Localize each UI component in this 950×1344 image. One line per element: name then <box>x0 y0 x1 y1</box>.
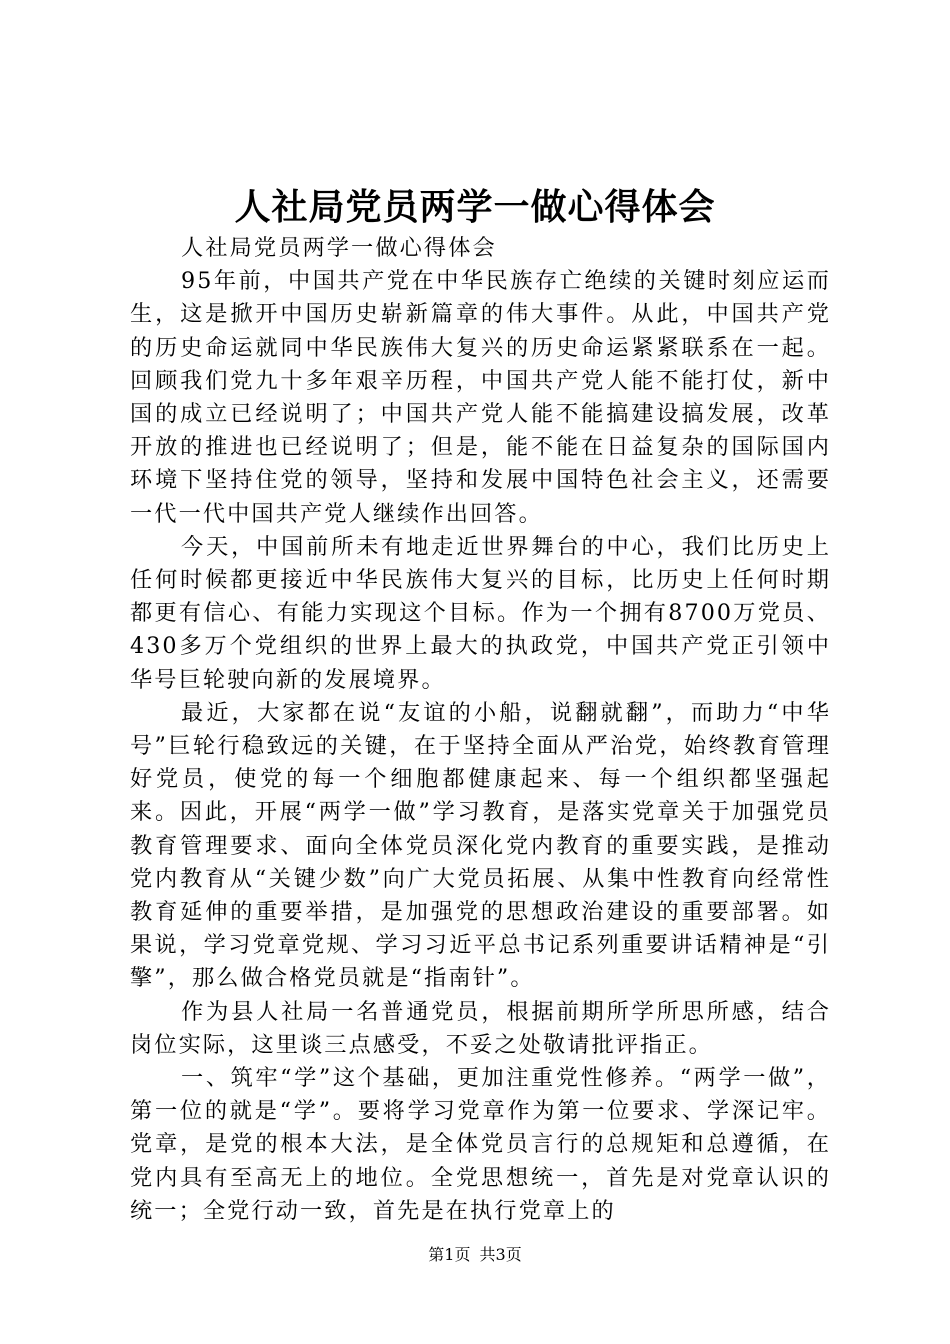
page-total: 共3页 <box>479 1245 522 1264</box>
paragraph: 作为县人社局一名普通党员，根据前期所学所思所感，结合岗位实际，这里谈三点感受，不妥之处敬请批评指正。 <box>130 998 831 1058</box>
paragraph: 今天，中国前所未有地走近世界舞台的中心，我们比历史上任何时候都更接近中华民族伟大复兴的目标，比历史上任何时期都更有信心、有能力实现这个目标。作为一个拥有8700万党员、430多万个党组织的世界上最大的执政党，中国共产党正引领中华号巨轮驶向新的发展境界。 <box>130 533 831 693</box>
document-body <box>130 232 831 1228</box>
paragraph: 一、筑牢“学”这个基础，更加注重党性修养。“两学一做”，第一位的就是“学”。要将学习党章作为第一位要求、学深记牢。党章，是党的根本大法，是全体党员言行的总规矩和总遵循，在党内具有至高无上的地位。全党思想统一，首先是对党章认识的统一；全党行动一致，首先是在执行党章上的 <box>130 1065 831 1224</box>
document-title: 人社局党员两学一做心得体会 <box>234 186 716 228</box>
paragraph: 最近，大家都在说“友谊的小船，说翻就翻”，而助力“中华号”巨轮行稳致远的关键，在于坚持全面从严治党，始终教育管理好党员，使党的每一个细胞都健康起来、每一个组织都坚强起来。因此，开展“两学一做”学习教育，是落实党章关于加强党员教育管理要求、面向全体党员深化党内教育的重要实践，是推动党内教育从“关键少数”向广大党员拓展、从集中性教育向经常性教育延伸的重要举措，是加强党的思想政治建设的重要部署。如果说，学习党章党规、学习习近平总书记系列重要讲话精神是“引擎”，那么做合格党员就是“指南针”。 <box>130 699 831 992</box>
page-number: 第1页 <box>428 1245 471 1264</box>
paragraph: 95年前，中国共产党在中华民族存亡绝续的关键时刻应运而生，这是掀开中国历史崭新篇章的伟大事件。从此，中国共产党的历史命运就同中华民族伟大复兴的历史命运紧紧联系在一起。回顾我们党九十多年艰辛历程，中国共产党人能不能打仗，新中国的成立已经说明了；中国共产党人能不能搞建设搞发展，改革开放的推进也已经说明了；但是，能不能在日益复杂的国际国内环境下坚持住党的领导，坚持和发展中国特色社会主义，还需要一代一代中国共产党人继续作出回答。 <box>130 268 831 527</box>
paragraph-subtitle: 人社局党员两学一做心得体会 <box>181 235 497 261</box>
page-footer <box>0 1244 950 1266</box>
